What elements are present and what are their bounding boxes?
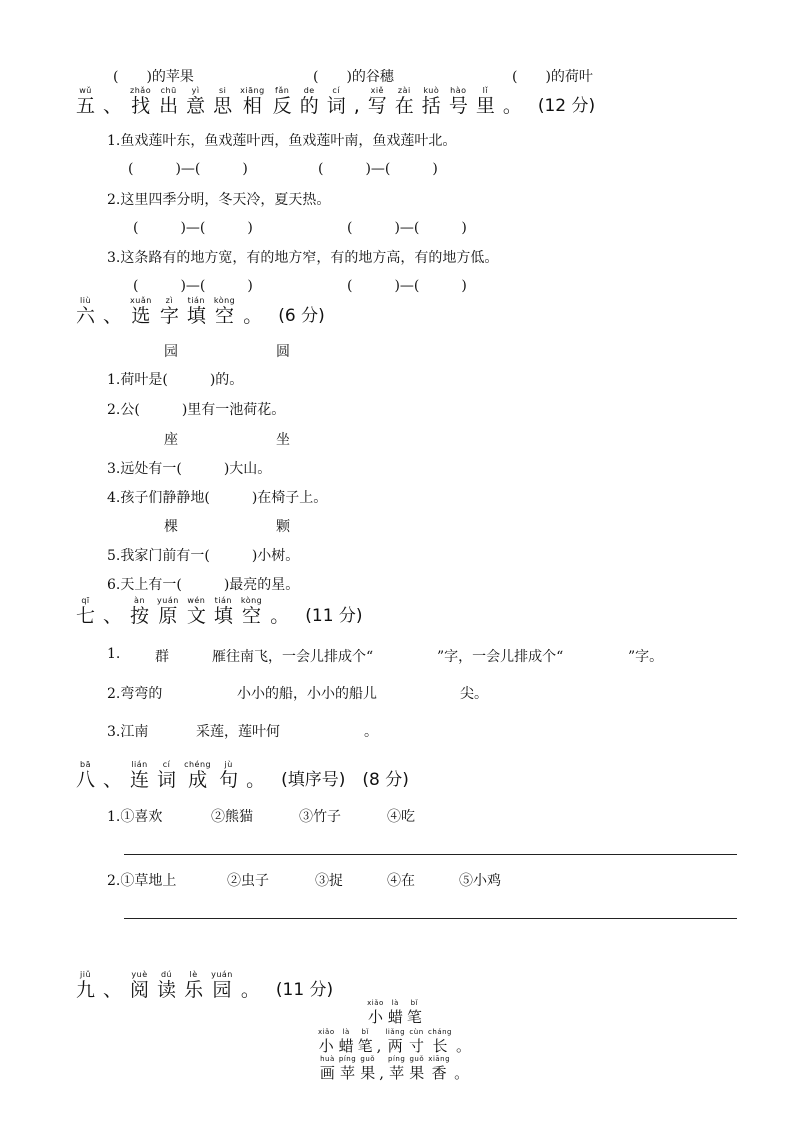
pinyin: kòng	[240, 596, 263, 605]
ruby-char	[327, 86, 346, 118]
section-9-title	[76, 970, 333, 1002]
ruby-char	[388, 1055, 405, 1082]
s8-answer-line-1[interactable]	[124, 854, 737, 855]
pinyin: si	[218, 86, 227, 95]
hanzi: 句	[219, 769, 239, 791]
hanzi: 读	[157, 979, 177, 1001]
hanzi: 阅	[130, 979, 150, 1001]
pinyin: là	[342, 1028, 350, 1036]
hanzi: 。	[243, 305, 263, 327]
ruby-char	[213, 86, 232, 118]
pinyin: xiǎo	[367, 999, 384, 1007]
s5-q3-pair-1: ( )—( )	[133, 278, 253, 294]
s6-q4: 4.孩子们静静地( )在椅子上。	[107, 490, 328, 506]
ruby-char	[273, 86, 292, 118]
hanzi: 词	[326, 95, 346, 117]
section-score: (12 分)	[537, 96, 596, 116]
hanzi: 号	[448, 95, 468, 117]
pinyin: yì	[191, 86, 200, 95]
ruby-char	[339, 1028, 354, 1055]
pinyin: cí	[162, 760, 171, 769]
hanzi: 、	[103, 95, 123, 117]
hanzi: 里	[475, 95, 495, 117]
pinyin: bǐ	[361, 1028, 369, 1036]
ruby-char	[214, 596, 233, 628]
pinyin: kuò	[423, 86, 440, 95]
ruby-char	[388, 999, 403, 1026]
hanzi: 蜡	[387, 1008, 403, 1026]
hanzi: 长	[432, 1037, 448, 1055]
hanzi: 画	[319, 1064, 335, 1082]
s5-q2-pair-1: ( )—( )	[133, 220, 253, 236]
section-5-title	[76, 86, 595, 118]
hanzi: 反	[272, 95, 292, 117]
ruby-char	[318, 1028, 335, 1055]
hanzi: 。	[270, 605, 290, 627]
ruby-char	[243, 296, 262, 328]
pinyin: tián	[187, 296, 205, 305]
section-score: (6 分)	[278, 306, 325, 326]
hanzi: 空	[242, 605, 262, 627]
ruby-char	[358, 1028, 373, 1055]
s5-q1: 1.鱼戏莲叶东，鱼戏莲叶西，鱼戏莲叶南，鱼戏莲叶北。	[107, 133, 457, 149]
pinyin: píng	[388, 1055, 406, 1063]
ruby-char	[240, 86, 265, 118]
pinyin: àn	[134, 596, 146, 605]
top-blank-apple: ( )的苹果	[113, 69, 194, 85]
hanzi: 。	[246, 769, 266, 791]
s6-q6: 6.天上有一( )最亮的星。	[107, 577, 300, 593]
pinyin: wǔ	[79, 86, 92, 95]
hanzi: 笔	[406, 1008, 422, 1026]
hanzi: 成	[188, 769, 208, 791]
pinyin: jiǔ	[80, 970, 92, 979]
s7-q2-part2: 小小的船，小小的船儿	[237, 686, 377, 702]
s8-q1-w2: ②熊猫	[211, 809, 253, 825]
pinyin: qī	[81, 596, 90, 605]
hanzi: 字	[159, 305, 179, 327]
hanzi: 九	[76, 979, 96, 1001]
s6-q2: 2.公( )里有一池荷花。	[107, 402, 286, 418]
section-score: (11 分)	[275, 980, 334, 1000]
hanzi: 蜡	[338, 1037, 354, 1055]
s7-q1-part4: ”字。	[628, 649, 664, 665]
pinyin: hào	[450, 86, 467, 95]
ruby-char	[130, 596, 149, 628]
pinyin: zhǎo	[130, 86, 152, 95]
hanzi: 连	[130, 769, 150, 791]
hanzi: 、	[103, 769, 123, 791]
s8-q2-w3: ③捉	[315, 873, 343, 889]
pinyin: xuǎn	[130, 296, 152, 305]
hanzi: 乐	[184, 979, 204, 1001]
poem-line-2	[0, 1055, 793, 1082]
ruby-char	[103, 596, 122, 628]
hanzi: 。	[454, 1064, 470, 1082]
ruby-char	[187, 296, 206, 328]
s5-q1-pair-2: ( )—( )	[318, 161, 438, 177]
pinyin: chū	[160, 86, 177, 95]
ruby-char	[130, 296, 152, 328]
ruby-char	[186, 86, 205, 118]
hanzi: 、	[103, 979, 123, 1001]
ruby-char	[422, 86, 441, 118]
ruby-char	[354, 86, 360, 118]
hanzi: 。	[502, 95, 522, 117]
hanzi: 苹	[389, 1064, 405, 1082]
s6-choice-3b: 颗	[276, 519, 290, 535]
s8-q1-w1: 1.①喜欢	[107, 809, 163, 825]
hanzi: ,	[379, 1064, 384, 1082]
ruby-char	[76, 760, 95, 792]
s7-q1-part3: ”字，一会儿排成个“	[437, 649, 564, 665]
pinyin: fǎn	[275, 86, 290, 95]
s8-q2-w5: ⑤小鸡	[459, 873, 501, 889]
pinyin: bā	[80, 760, 91, 769]
ruby-char	[367, 999, 384, 1026]
ruby-char	[184, 970, 203, 1002]
hanzi: 两	[387, 1037, 403, 1055]
ruby-char	[368, 86, 387, 118]
hanzi: ,	[353, 95, 360, 117]
s6-choice-1a: 园	[164, 344, 178, 360]
hanzi: ,	[376, 1037, 382, 1055]
ruby-char	[454, 1055, 469, 1082]
pinyin: lè	[189, 970, 198, 979]
ruby-char	[76, 86, 95, 118]
s6-choice-1b: 圆	[276, 344, 290, 360]
s5-q3: 3.这条路有的地方宽，有的地方窄，有的地方高，有的地方低。	[107, 250, 499, 266]
hanzi: 园	[212, 979, 232, 1001]
ruby-char	[157, 970, 176, 1002]
pinyin: cùn	[409, 1028, 424, 1036]
s7-q2-part3: 尖。	[460, 686, 488, 702]
ruby-char	[211, 970, 233, 1002]
s8-q1-w4: ④吃	[387, 809, 415, 825]
ruby-char	[214, 296, 235, 328]
pinyin: dú	[160, 970, 173, 979]
s7-q2-part1: 2.弯弯的	[107, 686, 163, 702]
ruby-char	[456, 1028, 471, 1055]
pinyin: yuè	[131, 970, 148, 979]
top-blank-lotus-leaf: ( )的荷叶	[512, 69, 593, 85]
hanzi: 括	[421, 95, 441, 117]
pinyin: píng	[338, 1055, 357, 1063]
hanzi: 小	[367, 1008, 383, 1026]
ruby-char	[377, 1028, 382, 1055]
hanzi: 写	[367, 95, 387, 117]
s7-q1-num: 1.	[107, 646, 121, 662]
ruby-char	[103, 970, 122, 1002]
s7-q3-part2: 采莲，莲叶何	[196, 724, 280, 740]
pinyin: yuán	[211, 970, 233, 979]
ruby-char	[241, 970, 260, 1002]
hanzi: 小	[318, 1037, 334, 1055]
s6-q1: 1.荷叶是( )的。	[107, 372, 244, 388]
ruby-char	[160, 296, 179, 328]
pinyin: wén	[187, 596, 206, 605]
ruby-char	[76, 970, 95, 1002]
ruby-char	[103, 296, 122, 328]
hanzi: 填	[213, 605, 233, 627]
s7-q1-part1: 群	[155, 649, 169, 665]
s5-q1-pair-1: ( )—( )	[128, 161, 248, 177]
hanzi: 八	[76, 769, 96, 791]
ruby-char	[449, 86, 468, 118]
ruby-char	[76, 296, 95, 328]
hanzi: 思	[213, 95, 233, 117]
hanzi: 相	[242, 95, 262, 117]
ruby-char	[407, 999, 422, 1026]
hanzi: 苹	[340, 1064, 356, 1082]
pinyin: guǒ	[409, 1055, 425, 1063]
pinyin: xiāng	[428, 1055, 451, 1063]
pinyin: liǎng	[385, 1028, 406, 1036]
hanzi: 六	[76, 305, 96, 327]
hanzi: 填	[186, 305, 206, 327]
hanzi: 五	[76, 95, 96, 117]
pinyin: liù	[80, 296, 92, 305]
pinyin: yuán	[157, 596, 179, 605]
pinyin: huà	[320, 1055, 335, 1063]
ruby-char	[379, 1055, 384, 1082]
ruby-char	[300, 86, 319, 118]
ruby-char	[103, 86, 122, 118]
pinyin: de	[303, 86, 315, 95]
hanzi: 果	[409, 1064, 425, 1082]
ruby-char	[503, 86, 522, 118]
ruby-char	[409, 1028, 424, 1055]
ruby-char	[159, 86, 178, 118]
s6-choice-3a: 棵	[164, 519, 178, 535]
s6-choice-2a: 座	[164, 432, 178, 448]
hanzi: 香	[431, 1064, 447, 1082]
pinyin: cí	[332, 86, 341, 95]
ruby-char	[187, 596, 206, 628]
s8-q1-w3: ③竹子	[299, 809, 341, 825]
s6-q3: 3.远处有一( )大山。	[107, 461, 272, 477]
ruby-char	[360, 1055, 375, 1082]
ruby-char	[103, 760, 122, 792]
s8-q2-w2: ②虫子	[227, 873, 269, 889]
pinyin: lǐ	[482, 86, 489, 95]
hanzi: 在	[394, 95, 414, 117]
hanzi: 文	[186, 605, 206, 627]
pinyin: cháng	[428, 1028, 452, 1036]
hanzi: 词	[157, 769, 177, 791]
hanzi: 果	[360, 1064, 376, 1082]
pinyin: bǐ	[410, 999, 419, 1007]
ruby-char	[409, 1055, 424, 1082]
pinyin: xiǎo	[317, 1028, 335, 1036]
pinyin: kòng	[213, 296, 236, 305]
pinyin: zì	[165, 296, 174, 305]
hanzi: 选	[131, 305, 151, 327]
ruby-char	[385, 1028, 405, 1055]
hanzi: 七	[76, 605, 96, 627]
s8-q2-w1: 2.①草地上	[107, 873, 177, 889]
hanzi: 。	[456, 1037, 472, 1055]
ruby-char	[219, 760, 238, 792]
hanzi: 按	[130, 605, 150, 627]
pinyin: là	[391, 999, 399, 1007]
ruby-char	[395, 86, 414, 118]
hanzi: 意	[186, 95, 206, 117]
pinyin: xiě	[370, 86, 384, 95]
section-8-title	[76, 760, 409, 792]
poem-line-1	[0, 1028, 793, 1055]
pinyin: jù	[224, 760, 233, 769]
ruby-char	[157, 760, 176, 792]
ruby-char	[130, 970, 149, 1002]
pinyin: chéng	[184, 760, 212, 769]
ruby-char	[476, 86, 495, 118]
top-blank-grain: ( )的谷穗	[313, 69, 394, 85]
s7-q1-part2: 雁往南飞，一会儿排成个“	[212, 649, 374, 665]
s8-answer-line-2[interactable]	[124, 918, 737, 919]
ruby-char	[428, 1055, 450, 1082]
ruby-char	[76, 596, 95, 628]
ruby-char	[428, 1028, 452, 1055]
hanzi: 原	[158, 605, 178, 627]
ruby-char	[157, 596, 179, 628]
ruby-char	[241, 596, 262, 628]
hanzi: 的	[299, 95, 319, 117]
pinyin: tián	[214, 596, 233, 605]
s5-q2-pair-2: ( )—( )	[347, 220, 467, 236]
s6-q5: 5.我家门前有一( )小树。	[107, 548, 300, 564]
section-score: (填序号) (8 分)	[281, 770, 409, 790]
pinyin: lián	[131, 760, 148, 769]
hanzi: 出	[159, 95, 179, 117]
section-6-title	[76, 296, 325, 328]
ruby-char	[339, 1055, 356, 1082]
section-score: (11 分)	[305, 606, 363, 626]
ruby-char	[130, 86, 151, 118]
hanzi: 笔	[357, 1037, 373, 1055]
hanzi: 找	[131, 95, 151, 117]
poem-title	[0, 999, 793, 1026]
ruby-char	[130, 760, 149, 792]
ruby-char	[184, 760, 211, 792]
s7-q3-part1: 3.江南	[107, 724, 149, 740]
s5-q3-pair-2: ( )—( )	[347, 278, 467, 294]
s6-choice-2b: 坐	[276, 432, 290, 448]
pinyin: xiāng	[240, 86, 265, 95]
pinyin: guǒ	[360, 1055, 376, 1063]
ruby-char	[320, 1055, 335, 1082]
section-7-title	[76, 596, 363, 628]
hanzi: 。	[240, 979, 260, 1001]
hanzi: 寸	[409, 1037, 425, 1055]
s5-q2: 2.这里四季分明，冬天冷，夏天热。	[107, 192, 331, 208]
pinyin: zài	[397, 86, 411, 95]
hanzi: 、	[103, 305, 123, 327]
s7-q3-part3: 。	[364, 724, 378, 740]
hanzi: 空	[215, 305, 235, 327]
s8-q2-w4: ④在	[387, 873, 415, 889]
ruby-char	[270, 596, 289, 628]
ruby-char	[246, 760, 265, 792]
hanzi: 、	[103, 605, 123, 627]
